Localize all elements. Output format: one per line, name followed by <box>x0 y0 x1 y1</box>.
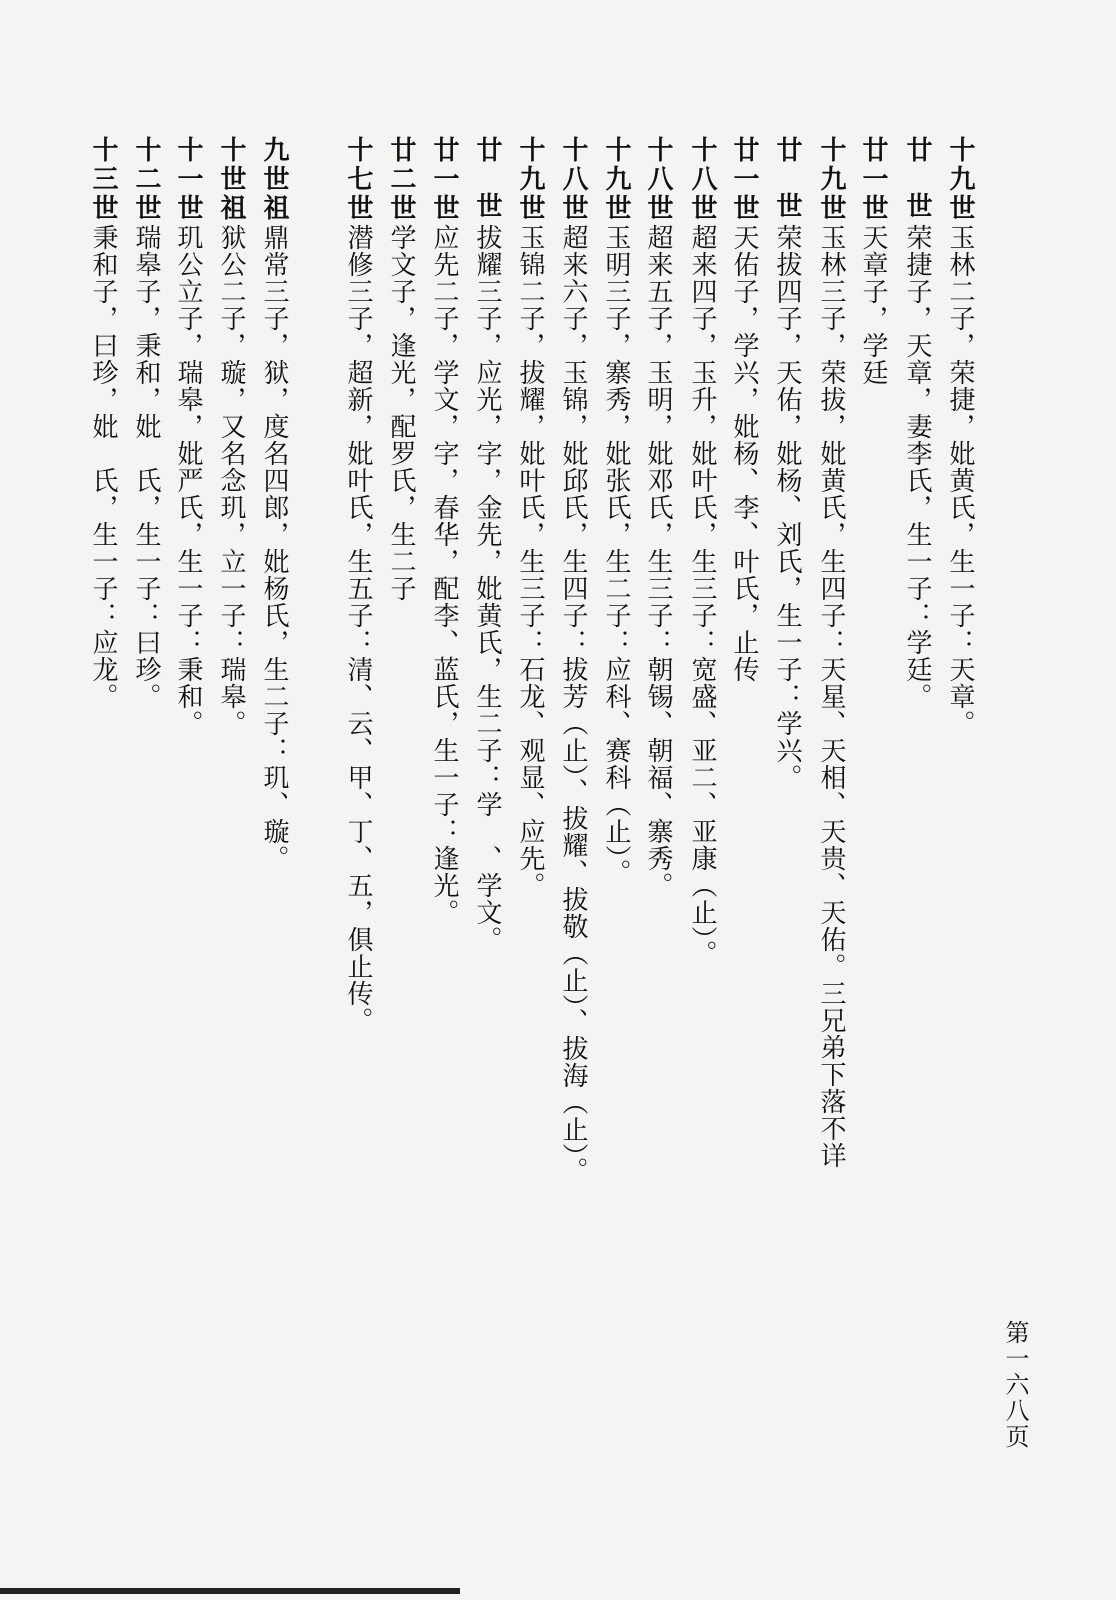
generation-label: 十世祖 <box>216 136 246 223</box>
genealogy-entry <box>126 136 166 710</box>
genealogy-entry <box>940 136 980 737</box>
generation-label: 廿一世 <box>858 136 888 223</box>
entry-text: 玉锦二子，拔耀，妣叶氏，生三子：石龙、观显、应先。 <box>515 224 545 899</box>
entry-text: 超来五子，玉明，妣邓氏，生三子：朝锡、朝福、寨秀。 <box>643 224 673 899</box>
bottom-rule <box>0 1588 460 1594</box>
entry-text: 潜修三子，超新，妣叶氏，生五子：清、云、甲、丁、五，俱止传。 <box>343 224 373 1034</box>
entry-text: 狱公二子，璇，又名念玑，立一子：瑞皋。 <box>216 224 246 737</box>
genealogy-entry <box>853 136 893 386</box>
entry-text: 玉林三子，荣拔，妣黄氏，生四子：天星、天相、天贵、天佑。三兄弟下落不详 <box>816 224 846 1169</box>
genealogy-entry <box>467 136 507 953</box>
genealogy-entry <box>682 136 722 967</box>
genealogy-entry <box>168 136 208 737</box>
generation-label: 十九世 <box>601 136 631 223</box>
generation-label: 十九世 <box>515 136 545 223</box>
entry-text: 瑞皋子，秉和，妣 氏，生一子：曰珍。 <box>131 224 161 710</box>
generation-label: 十九世 <box>816 136 846 223</box>
entry-text: 学文子，逢光，配罗氏，生二子 <box>386 224 416 602</box>
generation-label: 九世祖 <box>259 136 289 223</box>
genealogy-entry <box>811 136 851 1169</box>
entry-text: 玑公立子，瑞皋，妣严氏，生一子：秉和。 <box>173 224 203 737</box>
entry-text: 天佑子，学兴，妣杨、李、叶氏，止传 <box>729 224 759 683</box>
genealogy-entry <box>211 136 251 737</box>
genealogy-entry <box>338 136 378 1034</box>
entry-text: 荣捷子，天章，妻李氏，生一子：学廷。 <box>902 224 932 710</box>
generation-label: 十九世 <box>945 136 975 223</box>
entry-text: 荣拔四子，天佑，妣杨、刘氏，生一子：学兴。 <box>772 224 802 791</box>
genealogy-entry <box>424 136 464 926</box>
generation-label: 十八世 <box>687 136 717 223</box>
entry-text: 超来六子，玉锦，妣邱氏，生四子：拔芳（止）、拔耀、拔敬（止）、拔海（止）。 <box>558 224 588 1184</box>
genealogy-entry <box>596 136 636 886</box>
genealogy-entry <box>767 136 807 791</box>
generation-label: 十二世 <box>131 136 161 223</box>
genealogy-entry <box>381 136 421 602</box>
generation-label: 廿一世 <box>429 136 459 223</box>
entry-text: 超来四子，玉升，妣叶氏，生三子：宽盛、亚二、亚康（止）。 <box>687 224 717 967</box>
generation-label: 十八世 <box>558 136 588 223</box>
generation-label: 廿世 <box>902 136 932 248</box>
entry-text: 秉和子，曰珍，妣 氏，生一子：应龙。 <box>88 224 118 710</box>
genealogy-entry <box>254 136 294 872</box>
entry-text: 天章子，学廷 <box>858 224 888 386</box>
genealogy-entry <box>897 136 937 710</box>
generation-label: 廿一世 <box>729 136 759 223</box>
entry-text: 玉明三子，寨秀，妣张氏，生二子：应科、赛科（止）。 <box>601 224 631 886</box>
generation-label: 廿二世 <box>386 136 416 223</box>
entry-text: 鼎常三子，狱，度名四郎，妣杨氏，生二子：玑、璇。 <box>259 224 289 872</box>
generation-label: 廿世 <box>772 136 802 248</box>
page-number: 第一六八页 <box>1001 1320 1029 1450</box>
generation-label: 十一世 <box>173 136 203 223</box>
entry-text: 拔耀三子，应光，字，金先，妣黄氏，生二子：学 、学文。 <box>472 224 502 953</box>
genealogy-entry <box>724 136 764 683</box>
entry-text: 应先二子，学文，字，春华，配李、蓝氏，生一子：逢光。 <box>429 224 459 926</box>
generation-label: 十三世 <box>88 136 118 223</box>
generation-label: 廿世 <box>472 136 502 248</box>
genealogy-entry <box>510 136 550 899</box>
genealogy-entry <box>83 136 123 710</box>
genealogy-entry <box>638 136 678 899</box>
genealogy-entry <box>553 136 593 1184</box>
entry-text: 玉林二子，荣捷，妣黄氏，生一子：天章。 <box>945 224 975 737</box>
generation-label: 十七世 <box>343 136 373 223</box>
generation-label: 十八世 <box>643 136 673 223</box>
